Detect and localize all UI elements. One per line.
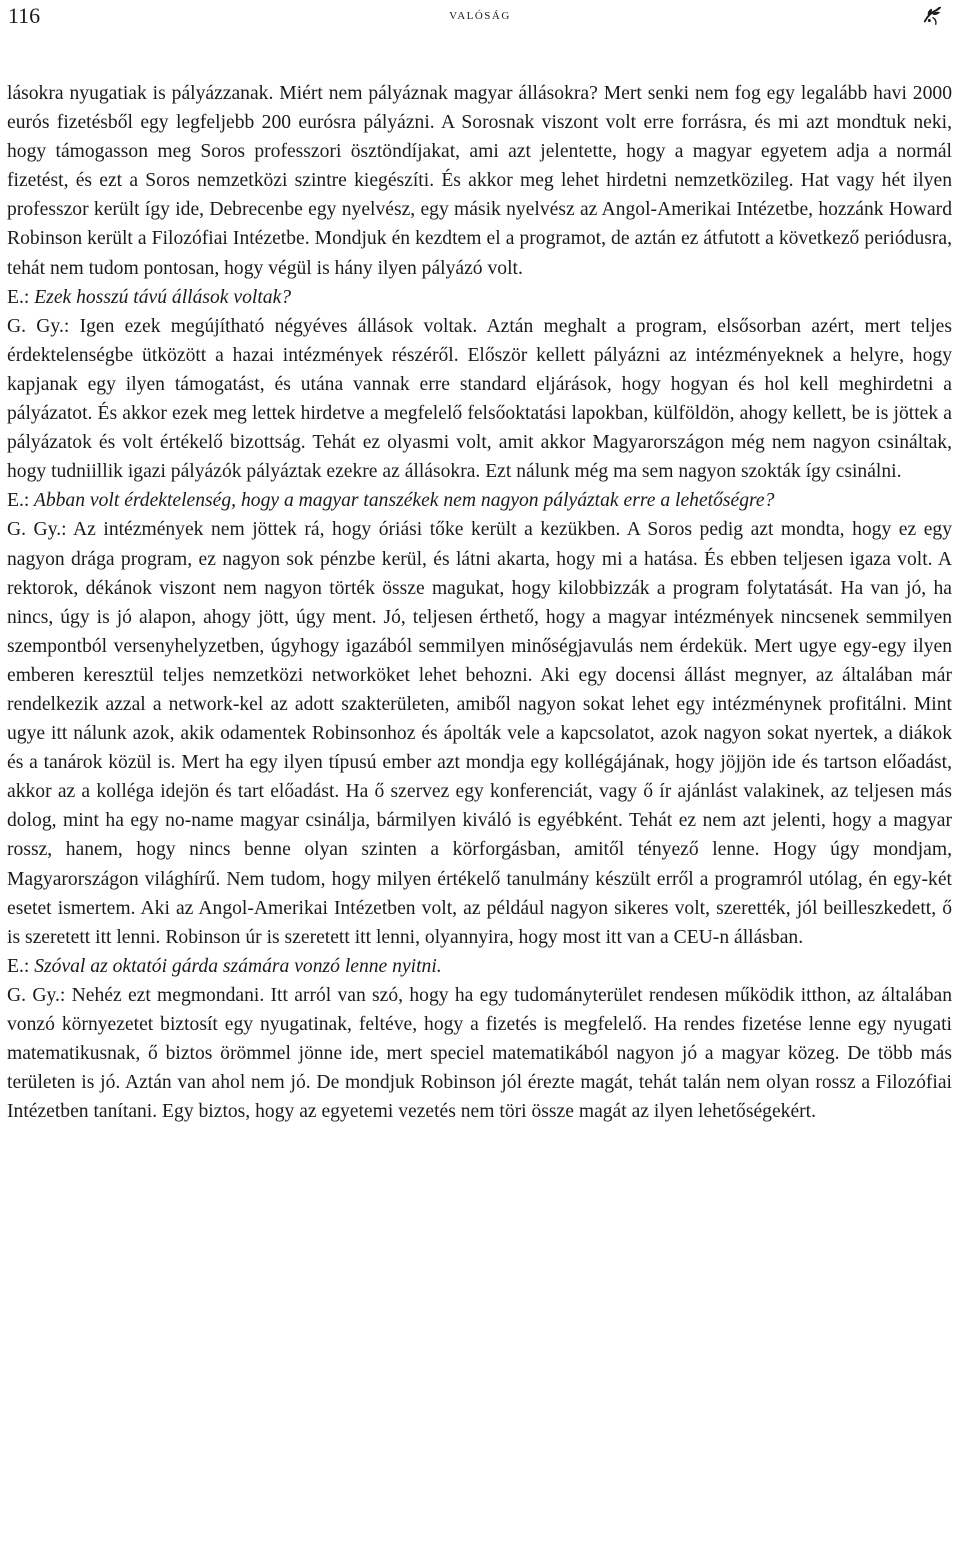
speaker-label: E.: xyxy=(7,286,30,308)
answer-paragraph xyxy=(7,312,952,487)
speaker-label: G. Gy.: xyxy=(7,519,67,541)
page-number: 116 xyxy=(8,3,41,28)
question-paragraph xyxy=(7,952,952,981)
question-text: Abban volt érdektelenség, hogy a magyar tanszékek nem nagyon pályáztak erre a lehetőségre? xyxy=(33,490,775,512)
speaker-label: E.: xyxy=(7,955,30,977)
interview-text xyxy=(7,79,952,1126)
page-header xyxy=(0,0,960,36)
paragraph-text: lásokra nyugatiak is pályázzanak. Miért nem pályáznak magyar állásokra? Mert senki nem fog egy legalább havi 2000 eurós fizetésből egy legfeljebb 200 eurósra pályázni. A Sorosnak viszont volt erre forrásra, és mi azt mondtuk neki, hogy támogasson meg Soros professzori ösztöndíjakat, ami azt jelentette, hogy a magyar egyetem adja a normál fizetést, és ezt a Soros nemzetközi szintre kiegészíti. És akkor meg lehet hirdetni nemzetközileg. Hat vagy hét ilyen professzor került így ide, Debrecenbe egy nyelvész, egy másik nyelvész az Angol-Amerikai Intézetbe, hozzánk Howard Robinson került a Filozófiai Intézetbe. Mondjuk én kezdtem el a programot, de aztán ez átfutott a következő periódusra, tehát nem tudom pontosan, hogy végül is hány ilyen pályázó volt. xyxy=(7,83,952,279)
paragraph-text: Igen ezek megújítható négyéves állások voltak. Aztán meghalt a program, elsősorban azért, mert teljes érdektelenségbe ütközött a hazai intézmények részéről. Először kellett pályázni az intézményeknek a helyre, hogy kapjanak egy ilyen támogatást, és utána vannak erre standard eljárások, hogy hogyan és hol kell meghirdetni a pályázatot. És akkor ezek meg lettek hirdetve a megfelelő felsőoktatási lapokban, külföldön, ahogy kellett, be is jöttek a pályázatok és volt értékelő bizottság. Tehát ez olyasmi volt, amit akkor Magyarországon még nem nagyon csináltak, hogy tudniillik igazi pályázók pályáztak ezekre az állásokra. Ezt nálunk még ma sem nagyon szokták így csinálni. xyxy=(7,315,953,483)
paragraph-text: Az intézmények nem jöttek rá, hogy óriási tőke került a kezükben. A Soros pedig azt mondta, hogy ez egy nagyon drága program, ez nagyon sok pénzbe kerül, és látni akarta, hogy mi a hatása. És ebben teljesen igaza volt. A rektorok, dékánok viszont nem nagyon törték össze magukat, hogy kilobbizzák a program folytatását. Ha van jó, ha nincs, úgy is jó alapon, ahogy jött, úgy ment. Jó, teljesen érthető, hogy a magyar intézmények nincsenek semmilyen szempontból versenyhelyzetben, úgyhogy igazából semmilyen minőségjavulás nem érdekük. Mert ugye egy-egy ilyen emberen keresztül teljes nemzetközi networköket lehet behozni. Aki egy docensi állást megnyer, az általában már rendelkezik azzal a network-kel az adott szakterületen, amiből nagyon sokat lehet egy intézménynek profitálni. Mint ugye itt nálunk azok, akik odamentek Robinsonhoz és ápolták vele a kapcsolatot, azok nagyon sokat nyertek, a diákok és a tanárok közül is. Mert ha egy ilyen típusú ember azt mondja egy kollégájának, hogy jöjjön ide és tartson előadást, akkor az a kolléga idejön és tart előadást. Ha ő szervez egy konferenciát, vagy ő ír ajánlást valakinek, az teljesen más dolog, mint ha egy no-name magyar csinálja, bármilyen kiváló is egyébként. Tehát ez nem azt jelenti, hogy a magyar rossz, hanem, hogy nincs benne olyan szinten a körforgásban, amitől tényező lenne. Hogy úgy mondjam, Magyarországon világhírű. Nem tudom, hogy milyen értékelő tanulmány készült erről a programról utólag, én egy-két esetet ismertem. Aki az Angol-Amerikai Intézetben volt, az például nagyon sikeres volt, szerették, jól beilleszkedett, ő is szeretett itt lenni. Robinson úr is szeretett itt lenni, olyannyira, hogy most itt van a CEU-n állásban. xyxy=(7,519,952,948)
answer-paragraph xyxy=(7,981,952,1126)
fleuron-icon xyxy=(922,4,944,26)
speaker-label: G. Gy.: xyxy=(7,315,70,337)
question-text: Ezek hosszú távú állások voltak? xyxy=(34,286,292,308)
question-paragraph xyxy=(7,283,952,312)
paragraph-text: Nehéz ezt megmondani. Itt arról van szó, hogy ha egy tudományterület rendesen működik itthon, az általában vonzó környezetet biztosít egy nyugatinak, feltéve, hogy a fizetés is megfelelő. Ha rendes fizetése lenne egy nyugati matematikusnak, ő biztos örömmel jönne ide, mert speciel matematikából nagyon jó a magyar közeg. De több más területen is jó. Aztán van ahol nem jó. De mondjuk Robinson jól érezte magát, tehát talán nem olyan rossz a Filozófiai Intézetben tanítani. Egy biztos, hogy az egyetemi vezetés nem töri össze magát az ilyen lehetőségekért. xyxy=(7,984,952,1123)
question-text: Szóval az oktatói gárda számára vonzó lenne nyitni. xyxy=(34,955,442,977)
speaker-label: E.: xyxy=(7,490,30,512)
running-title: valóság xyxy=(449,6,511,23)
speaker-label: G. Gy.: xyxy=(7,984,66,1006)
answer-paragraph xyxy=(7,515,952,951)
answer-paragraph xyxy=(7,79,952,283)
question-paragraph xyxy=(7,486,952,515)
